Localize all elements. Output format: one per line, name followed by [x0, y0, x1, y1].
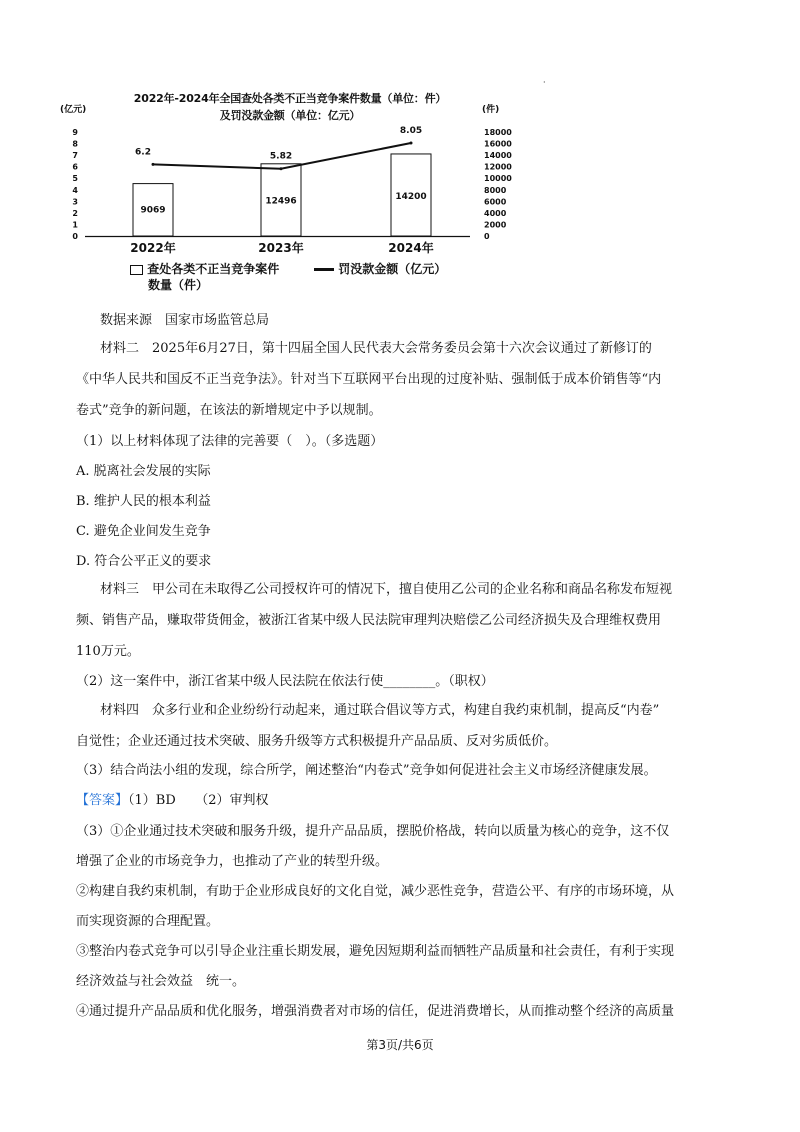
option-c: C. 避免企业间发生竞争 — [76, 524, 211, 539]
chart-plot — [50, 82, 530, 297]
left-axis-unit: (亿元) — [60, 105, 87, 115]
bar-value-label: 9069 — [140, 205, 166, 216]
left-tick-label: 3 — [72, 197, 78, 207]
left-tick-label: 0 — [72, 232, 78, 241]
page-footer: 第3页/共6页 — [366, 1038, 434, 1052]
question-3: （3）结合尚法小组的发现，综合所学，阐述整治“内卷式”竞争如何促进社会主义市场经济健康发展。 — [76, 763, 657, 778]
chart — [50, 82, 530, 297]
legend-line-label: 罚没款金额（亿元） — [338, 262, 447, 276]
scan-dot: · — [543, 78, 546, 87]
material4-line1: 材料四 众多行业和企业纷纷行动起来，通过联合倡议等方式，构建自我约束机制，提高反“内卷” — [100, 703, 660, 718]
answer-3-line6: 经济效益与社会效益 统一。 — [76, 974, 246, 989]
legend-bar-swatch — [130, 265, 143, 275]
legend-bar — [130, 260, 279, 277]
material2-line2: 《中华人民共和国反不正当竞争法》。针对当下互联网平台出现的过度补贴、强制低于成本价销售等“内 — [76, 372, 662, 387]
question-1: （1）以上材料体现了法律的完善要（ ）。（多选题） — [76, 434, 384, 449]
answer-1-2: （1）BD （2）审判权 — [128, 793, 269, 808]
answer-3-line1: （3）①企业通过技术突破和服务升级，提升产品品质，摆脱价格战，转向以质量为核心的竞争，这不仅 — [76, 824, 670, 839]
answer-3-line2: 增强了企业的市场竞争力，也推动了产业的转型升级。 — [76, 854, 389, 869]
answer-3-line5: ③整治内卷式竞争可以引导企业注重长期发展，避免因短期利益而牺牲产品质量和社会责任，有利于实现 — [76, 944, 675, 959]
right-tick-label: 8000 — [484, 185, 507, 195]
left-tick-label: 2 — [72, 208, 78, 218]
data-source: 数据来源 国家市场监管总局 — [100, 313, 270, 328]
question-2: （2）这一案件中，浙江省某中级人民法院在依法行使________。（职权） — [76, 674, 494, 689]
left-tick-label: 8 — [72, 139, 78, 149]
line-point — [410, 141, 413, 144]
answer-3-line7: ④通过提升产品品质和优化服务，增强消费者对市场的信任，促进消费增长，从而推动整个经济的高质量 — [76, 1004, 675, 1019]
material3-line2: 频、销售产品，赚取带货佣金，被浙江省某中级人民法院审理判决赔偿乙公司经济损失及合理维权费用 — [76, 613, 662, 628]
material3-line3: 110万元。 — [76, 644, 140, 659]
category-label: 2023年 — [258, 241, 304, 255]
category-label: 2024年 — [388, 241, 434, 255]
left-tick-label: 6 — [72, 162, 78, 172]
line-value-label: 6.2 — [135, 147, 151, 158]
material2-line3: 卷式”竞争的新问题，在该法的新增规定中予以规制。 — [76, 403, 382, 418]
right-tick-label: 12000 — [484, 162, 512, 172]
material4-line2: 自觉性；企业还通过技术突破、服务升级等方式积极提升产品品质、反对劣质低价。 — [76, 734, 558, 749]
right-tick-label: 16000 — [484, 139, 512, 149]
answer-3-line4: 而实现资源的合理配置。 — [76, 914, 220, 929]
legend-line — [314, 260, 446, 277]
line-point — [280, 167, 283, 170]
legend-bar-label-2: 数量（件） — [148, 278, 209, 292]
legend-line-swatch — [314, 268, 334, 271]
material3-line1: 材料三 甲公司在未取得乙公司授权许可的情况下，擅自使用乙公司的企业名称和商品名称发布短视 — [100, 582, 673, 597]
category-label: 2022年 — [130, 241, 176, 255]
right-axis-unit: (件) — [482, 105, 500, 115]
bar-value-label: 14200 — [395, 192, 427, 203]
answer-tag: 【答案】 — [76, 793, 129, 808]
answer-line — [76, 792, 726, 810]
left-tick-label: 9 — [72, 128, 78, 137]
right-tick-label: 14000 — [484, 151, 512, 161]
bar-value-label: 12496 — [265, 196, 297, 207]
answer-3-line3: ②构建自我约束机制，有助于企业形成良好的文化自觉，减少恶性竞争，营造公平、有序的市场环境，从 — [76, 884, 675, 899]
right-tick-label: 4000 — [484, 208, 507, 218]
left-tick-label: 5 — [72, 174, 78, 184]
right-tick-label: 10000 — [484, 174, 512, 184]
right-tick-label: 18000 — [484, 128, 512, 137]
legend-bar-label-1: 查处各类不正当竞争案件 — [147, 262, 280, 276]
right-tick-label: 0 — [484, 232, 490, 241]
chart-title: 2022年-2024年全国查处各类不正当竞争案件数量（单位：件） — [133, 92, 447, 105]
chart-subtitle: 及罚没款金额（单位：亿元） — [219, 109, 361, 122]
left-tick-label: 4 — [72, 185, 78, 195]
line-value-label: 8.05 — [399, 125, 423, 136]
left-tick-label: 1 — [72, 220, 78, 230]
option-d: D. 符合公平正义的要求 — [76, 554, 212, 569]
left-tick-label: 7 — [72, 151, 78, 161]
line-point — [152, 163, 155, 166]
line-value-label: 5.82 — [269, 151, 293, 162]
option-a: A. 脱离社会发展的实际 — [76, 464, 211, 479]
material2-line1: 材料二 2025年6月27日，第十四届全国人民代表大会常务委员会第十六次会议通过了新修订的 — [100, 341, 652, 356]
right-tick-label: 2000 — [484, 220, 507, 230]
right-tick-label: 6000 — [484, 197, 507, 207]
option-b: B. 维护人民的根本利益 — [76, 494, 211, 509]
